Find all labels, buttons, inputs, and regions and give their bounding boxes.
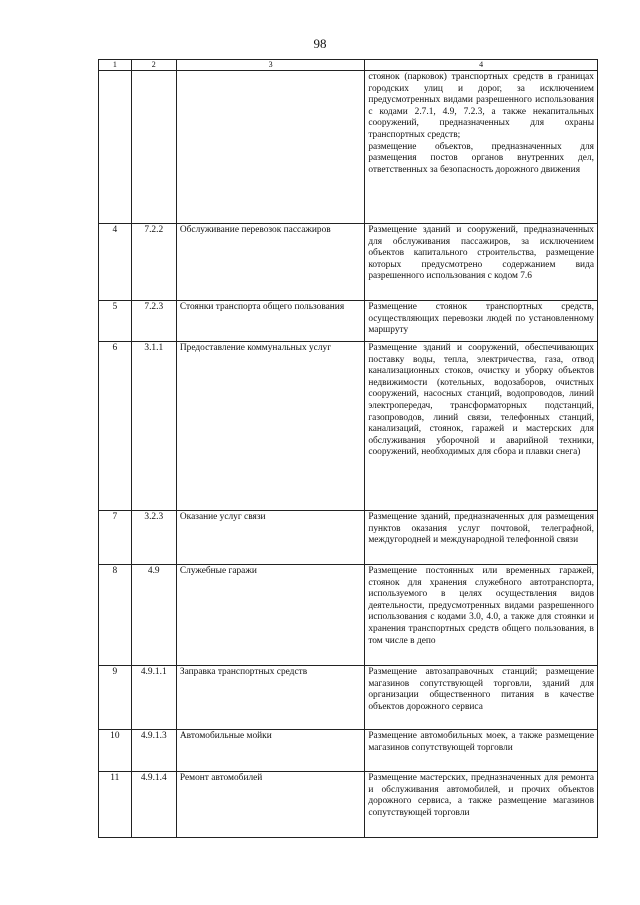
row-number: [99, 71, 132, 224]
row-number: 10: [99, 730, 132, 772]
row-description: Размещение стоянок транспортных средств, осуществляющих перевозки людей по установленному маршруту: [365, 301, 598, 342]
row-name: Автомобильные мойки: [176, 730, 364, 772]
land-use-table: [98, 59, 598, 838]
row-code: 3.2.3: [131, 511, 176, 565]
table-row: [99, 71, 598, 224]
table-row: [99, 301, 598, 342]
row-name: Ремонт автомобилей: [176, 772, 364, 838]
row-code: 4.9: [131, 565, 176, 666]
row-description: Размещение зданий и сооружений, предназначенных для обслуживания пассажиров, за исключением объектов капитального строительства, размещение которых предусмотрено содержанием вида разрешенного использования с кодом 7.6: [365, 224, 598, 301]
row-description: Размещение постоянных или временных гаражей, стоянок для хранения служебного автотранспорта, используемого в целях осуществления видов деятельности, предусмотренных видами разрешенного использования с кодами 3.0, 4.0, а также для стоянки и хранения транспортных средств общего пользования, в том числе в депо: [365, 565, 598, 666]
row-code: [131, 71, 176, 224]
table-row: [99, 666, 598, 730]
table-row: [99, 224, 598, 301]
row-description: Размещение автозаправочных станций; размещение магазинов сопутствующей торговли, зданий для организации общественного питания в качестве объектов дорожного сервиса: [365, 666, 598, 730]
row-code: 7.2.2: [131, 224, 176, 301]
row-name: Оказание услуг связи: [176, 511, 364, 565]
row-description: Размещение зданий и сооружений, обеспечивающих поставку воды, тепла, электричества, газа, отвод канализационных стоков, очистку и уборку объектов недвижимости (котельных, водозаборов, очистных сооружений, насосных станций, водопроводов, линий электропередач, трансформаторных подстанций, газопроводов, линий связи, телефонных станций, канализаций, стоянок, гаражей и мастерских для обслуживания уборочной и аварийной техники, сооружений, необходимых для сбора и плавки снега): [365, 342, 598, 511]
row-code: 7.2.3: [131, 301, 176, 342]
row-description: Размещение зданий, предназначенных для размещения пунктов оказания услуг почтовой, телеграфной, междугородней и международной телефонной связи: [365, 511, 598, 565]
table-row: [99, 730, 598, 772]
table-row: [99, 565, 598, 666]
row-name: Предоставление коммунальных услуг: [176, 342, 364, 511]
row-number: 9: [99, 666, 132, 730]
table-header-row: [99, 60, 598, 71]
page-number: 98: [313, 36, 327, 51]
table-row: [99, 511, 598, 565]
row-description: Размещение мастерских, предназначенных для ремонта и обслуживания автомобилей, и прочих объектов дорожного сервиса, а также размещение магазинов сопутствующей торговли: [365, 772, 598, 838]
row-number: 8: [99, 565, 132, 666]
row-name: Заправка транспортных средств: [176, 666, 364, 730]
row-description: стоянок (парковок) транспортных средств в границах городских улиц и дорог, за исключением предусмотренных видами разрешенного использования с кодами 2.7.1, 4.9, 7.2.3, а также некапитальных сооружений, предназначенных для охраны транспортных средств; размещение объектов, предназначенных для размещения постов органов внутренних дел, ответственных за безопасность дорожного движения: [365, 71, 598, 224]
row-name: Служебные гаражи: [176, 565, 364, 666]
table-row: [99, 772, 598, 838]
row-description: Размещение автомобильных моек, а также размещение магазинов сопутствующей торговли: [365, 730, 598, 772]
header-col-2: 2: [131, 60, 176, 71]
row-code: 4.9.1.4: [131, 772, 176, 838]
header-col-3: 3: [176, 60, 364, 71]
row-number: 6: [99, 342, 132, 511]
row-number: 11: [99, 772, 132, 838]
row-number: 4: [99, 224, 132, 301]
row-name: Обслуживание перевозок пассажиров: [176, 224, 364, 301]
row-number: 7: [99, 511, 132, 565]
header-col-1: 1: [99, 60, 132, 71]
row-code: 4.9.1.3: [131, 730, 176, 772]
table-row: [99, 342, 598, 511]
row-number: 5: [99, 301, 132, 342]
row-code: 3.1.1: [131, 342, 176, 511]
header-col-4: 4: [365, 60, 598, 71]
row-name: Стоянки транспорта общего пользования: [176, 301, 364, 342]
row-name: [176, 71, 364, 224]
row-code: 4.9.1.1: [131, 666, 176, 730]
